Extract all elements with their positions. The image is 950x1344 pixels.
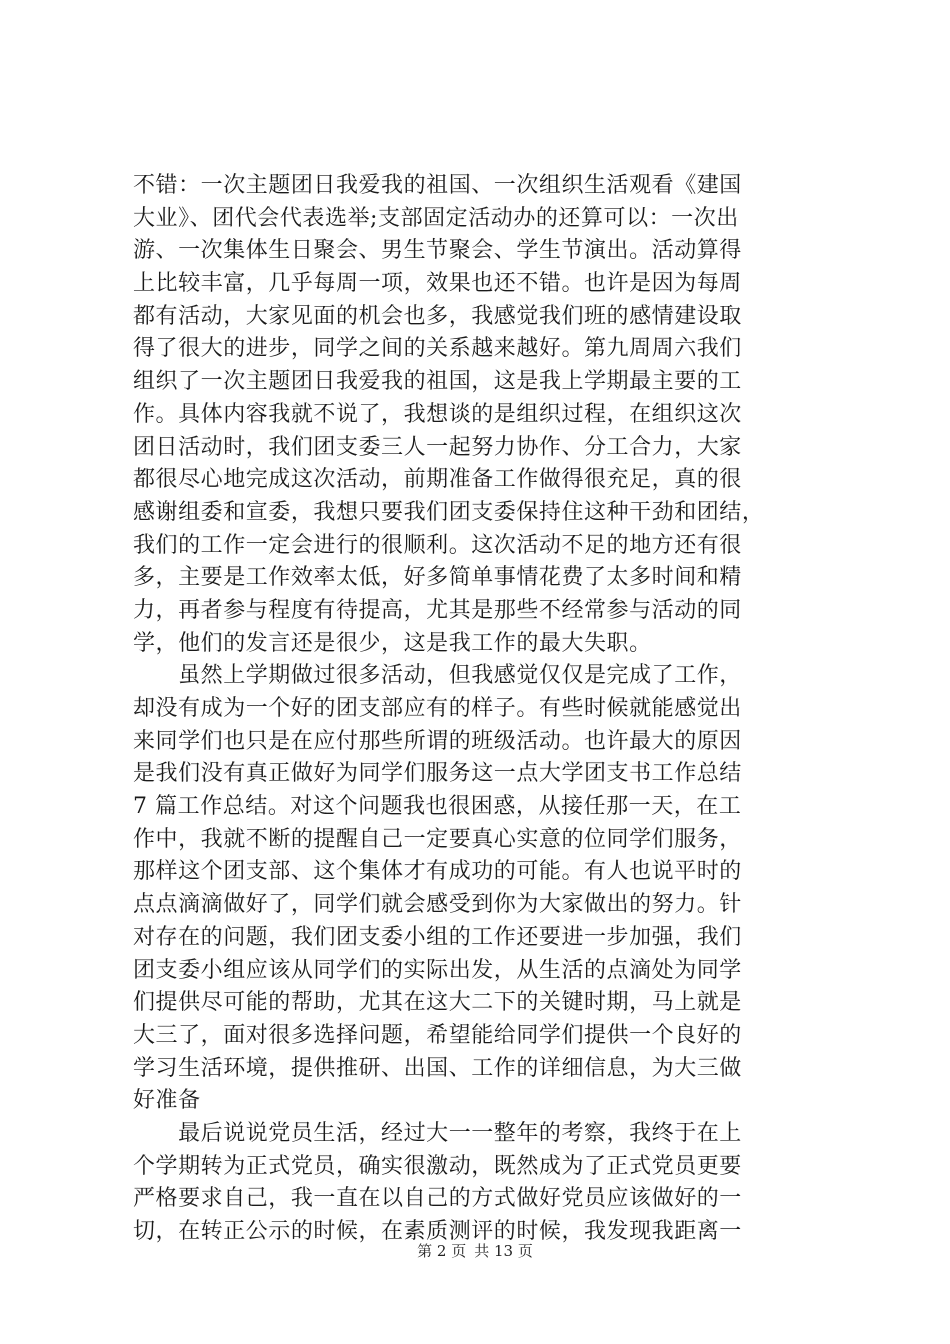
text-line: 好准备: [133, 1088, 201, 1114]
text-line: 们提供尽可能的帮助，尤其在这大二下的关键时期，马上就是: [133, 990, 742, 1016]
text-line: 大业》、团代会代表选举;支部固定活动办的还算可以：一次出: [133, 205, 739, 231]
text-line: 大三了，面对很多选择问题，希望能给同学们提供一个良好的: [133, 1022, 742, 1048]
text-line: 点点滴滴做好了，同学们就会感受到你为大家做出的努力。针: [133, 892, 742, 918]
text-line: 我们的工作一定会进行的很顺利。这次活动不足的地方还有很: [133, 532, 742, 558]
text-line: 上比较丰富，几乎每周一项，效果也还不错。也许是因为每周: [133, 271, 742, 297]
text-line: 都很尽心地完成这次活动，前期准备工作做得很充足，真的很: [133, 467, 742, 493]
text-line: 严格要求自己，我一直在以自己的方式做好党员应该做好的一: [133, 1186, 742, 1212]
text-line: 多，主要是工作效率太低，好多简单事情花费了太多时间和精: [133, 565, 742, 591]
text-line: 却没有成为一个好的团支部应有的样子。有些时候就能感觉出: [133, 696, 742, 721]
page-total: 共 13 页: [474, 1242, 533, 1260]
text-line: 切，在转正公示的时候，在素质测评的时候，我发现我距离一: [133, 1219, 742, 1244]
text-line: 学，他们的发言还是很少，这是我工作的最大失职。: [133, 630, 652, 656]
text-line: 组织了一次主题团日我爱我的祖国，这是我上学期最主要的工: [133, 369, 742, 395]
text-line: 团支委小组应该从同学们的实际出发，从生活的点滴处为同学: [133, 957, 742, 983]
body-text: [133, 170, 828, 1249]
page-footer: [0, 1240, 950, 1261]
text-line: 个学期转为正式党员，确实很激动，既然成为了正式党员更要: [133, 1153, 742, 1179]
text-line: 都有活动，大家见面的机会也多，我感觉我们班的感情建设取: [133, 303, 742, 329]
text-line: 7 篇工作总结。对这个问题我也很困惑，从接任那一天，在工: [133, 794, 742, 820]
page-number: 第 2 页: [417, 1242, 467, 1260]
text-line: 得了很大的进步，同学之间的关系越来越好。第九周周六我们: [133, 336, 742, 362]
text-line: 学习生活环境，提供推研、出国、工作的详细信息，为大三做: [133, 1055, 742, 1081]
text-line: 团日活动时，我们团支委三人一起努力协作、分工合力，大家: [133, 434, 742, 460]
text-line: 感谢组委和宣委，我想只要我们团支委保持住这种干劲和团结，: [133, 499, 765, 525]
text-line: 那样这个团支部、这个集体才有成功的可能。有人也说平时的: [133, 859, 742, 885]
text-line: 来同学们也只是在应付那些所谓的班级活动。也许最大的原因: [133, 728, 742, 754]
text-line: 力，再者参与程度有待提高，尤其是那些不经常参与活动的同: [133, 597, 742, 623]
text-line: 是我们没有真正做好为同学们服务这一点大学团支书工作总结: [133, 761, 742, 787]
text-line: 对存在的问题，我们团支委小组的工作还要进一步加强，我们: [133, 924, 742, 950]
text-line: 作。具体内容我就不说了，我想谈的是组织过程，在组织这次: [133, 401, 742, 427]
text-line: 虽然上学期做过很多活动，但我感觉仅仅是完成了工作，: [133, 663, 742, 689]
text-line: 作中，我就不断的提醒自己一定要真心实意的位同学们服务，: [133, 826, 742, 852]
text-line: 不错：一次主题团日我爱我的祖国、一次组织生活观看《建国: [133, 173, 742, 198]
text-line: 最后说说党员生活，经过大一一整年的考察，我终于在上: [133, 1120, 742, 1146]
text-line: 游、一次集体生日聚会、男生节聚会、学生节演出。活动算得: [133, 238, 742, 264]
